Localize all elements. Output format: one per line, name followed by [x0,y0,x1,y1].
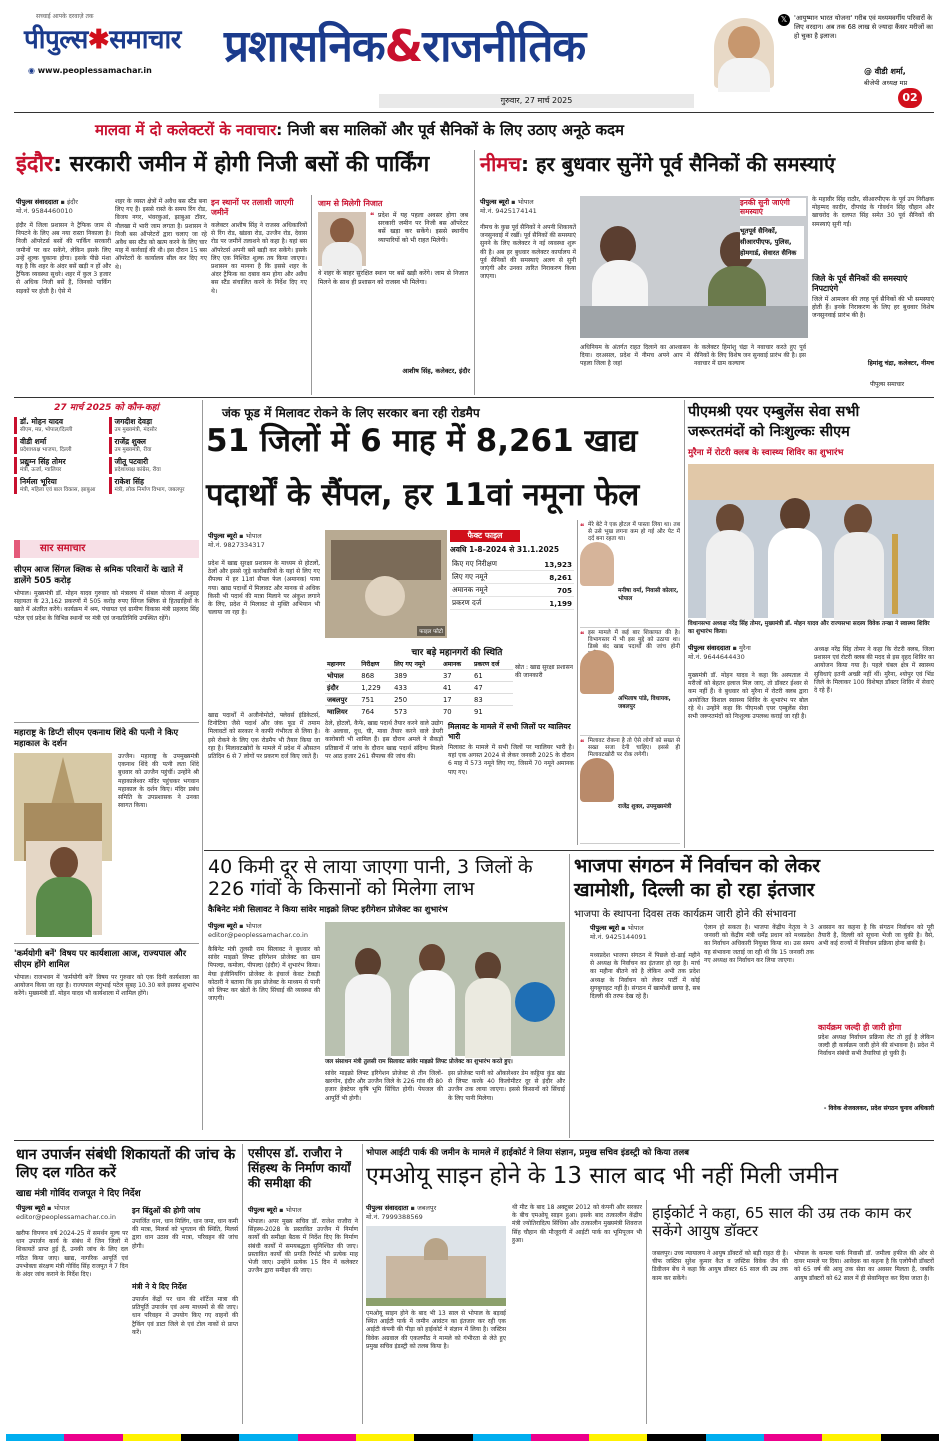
malwa-banner [95,120,935,140]
quote-attribution: अभिलाष पांडे, विधायक, जबलपुर [618,696,671,710]
quote-icon: ❝ [580,630,585,639]
metro-source: स्रोत : खाद्य सुरक्षा प्रशासन की जानकारी [515,664,573,680]
neemuch-credit: पीपुल्स समाचार [870,381,905,388]
schedule-item-role: सीएम, मप्र, भोपाल/दिल्ली [20,427,73,433]
saar-headline-3: 'कर्मयोगी बनें' विषय पर कार्यशाला आज, राज्यपाल और सीएम होंगे शामिल [14,948,186,969]
divider [577,520,578,845]
neemuch-headline [480,150,935,177]
lata-shinde-photo [26,841,102,935]
factfile-row [450,558,574,571]
byline-mobile: मो.नं. 9584460010 [16,207,73,215]
schedule-item-role: मंत्री, लोक निर्माण विभाग, जबलपुर [114,487,185,493]
divider [474,150,475,395]
metro-cell: 83 [472,694,513,706]
food-col-3: ठेले, होटलों, कैफे, खाद्य पदार्थ तैयार करने वाले उद्योग के अलावा, दूध, घी, मावा तैयार करने वाले डेयरी कारोबारी भी शामिल हैं। इस दौरान अमले ने सैकड़ों प्रतिष्ठानों में जांच के दौरान खाद्य पदार्थ संदिग्ध मिलने पर आठ हजार 261 सैंपल्स की जांच की। [325,720,443,760]
reader-quote [580,738,680,844]
byline-place: भोपाल [245,922,262,930]
itpark-headline: एमओयू साइन होने के 13 साल बाद भी नहीं मिली जमीन [366,1163,839,1189]
metro-header-cell: लिए गए नमूने [394,661,426,668]
collector-photo [318,212,366,266]
saar-story-2 [14,753,199,939]
website-row [28,66,152,75]
banner-red: मालवा में दो कलेक्टरों के नवाचार [95,121,277,139]
bjp-headline-2: खामोशी, दिल्ली का हो रहा इंतजार [574,879,815,901]
metro-table-box [325,658,513,717]
paddy-byline: पीपुल्स ब्यूरो ▪ भोपाल editor@peoplessamachar.co.in [16,1204,128,1222]
schedule-row [14,437,199,454]
schedule-item [109,417,200,434]
tweet-box [714,10,934,94]
bjp-col-1: मध्यप्रदेश भाजपा संगठन में पिछले दो-ढाई महीने से अध्यक्ष के निर्वाचन का इंतजार हो रहा है। मार्च का महीना बीतने को है लेकिन अभी तक प्रदेश अध्यक्ष के निर्वाचन को लेकर पार्टी में कोई सुगबुगाहट नहीं है। संगठन में खामोशी छाया है, सब दिल्ली की तरफ देख रहे हैं। [590,952,700,1001]
factfile-row [450,584,574,597]
tweet-avatar [714,18,774,88]
paddy-col-2: उपार्जित धान, धान मिलिंग, धान जमा, धान कमी की मात्रा, मिलर्स को भुगतान की स्थिति, मिलर्स द्वारा धान उठाव की मात्रा, परिवहन की जांच होगी। [132,1218,238,1250]
factfile-box [450,530,574,642]
neemuch-col-2: अधिनियम के अंतर्गत राहत दिलाने का आश्वासन दिया। दरअसल, प्रदेश में नीमच अपने आप में पहला जिला है जहां [580,344,690,368]
quote-person-photo [580,650,614,694]
byline-name: पीपुल्स संवाददाता [688,644,731,652]
factfile-row [450,597,574,610]
metro-header-cell: महानगर [327,661,346,668]
water-col-2: सांवेर माइक्रो लिफ्ट इरिगेशन प्रोजेक्ट से तीन जिलों-खरगोन, इंदौर और उज्जैन जिले के 226 गांव की 80 हजार हेक्टेयर कृषि भूमि सिंचित होगी। पेयजल की आपूर्ति भी होगी। [325,1070,443,1102]
schedule-item-role: उप मुख्यमंत्री, रीवा [114,447,152,453]
air-sub: मुरैना में रोटरी क्लब के स्वास्थ्य शिविर का शुभारंभ [688,448,844,458]
quote-text: इस मामले में कई बार शिकायत की है। विभागस्तर में भी इस मुद्दे को उठाया था। डिब्बे बंद खाद्य पदार्थों की जांच होनी [588,630,680,650]
schedule-item-name: निर्मला भूरिया [20,477,57,486]
indore-quote-attr: आशीष सिंह, कलेक्टर, इंदौर [402,367,470,375]
saar-text-3: भोपाल। राजभवन में 'कर्मयोगी बनें' विषय पर गुरुवार को एक दिनी कार्यशाला का आयोजन किया जा रहा है। राज्यपाल मंगुभाई पटेल सुबह 10.30 बजे इसका शुभारंभ करेंगे। मुख्यमंत्री डॉ. मोहन यादव भी कार्यशाला में शामिल होंगे। [14,974,199,998]
air-photo [688,464,934,618]
bjp-headline-1: भाजपा संगठन में निर्वाचन को लेकर [574,855,820,877]
schedule-item [14,417,105,434]
neemuch-quote: जिले में आमजन की तरह पूर्व सैनिकों की भी समस्याएं होती हैं। इनके निराकरण के लिए हर बुधवार विशेष जनसुनवाई प्रारंभ की है। [812,296,934,320]
byline-name: पीपुल्स ब्यूरो [16,1204,46,1212]
quote-attribution: मनीषा वर्मा, निवासी कोलार, भोपाल [618,588,679,602]
tweet-author: @ वीडी शर्मा, [864,67,906,76]
globe-icon: ◉ [28,66,35,75]
air-photo-caption: विधानसभा अध्यक्ष नरेंद्र सिंह तोमर, मुख्यमंत्री डॉ. मोहन यादव और राज्यसभा सदस्य विवेक तन्खा ने स्वास्थ्य शिविर का शुभारंभ किया। [688,621,930,635]
food-quotes [580,522,680,844]
indore-place: इंदौर [16,152,54,177]
schedule-item-name: राकेश सिंह [114,477,144,486]
byline-name: पीपुल्स ब्यूरो [590,924,620,932]
food-photo-caption: फाइल फोटो [417,626,445,636]
quote-person-photo [580,758,614,802]
byline-place: जबलपुर [416,1204,437,1212]
water-byline: पीपुल्स ब्यूरो ▪ भोपाल editor@peoplessamachar.co.in [208,922,320,940]
bjp-col-2: ऐलान हो सकता है। भाजपा केंद्रीय नेतृत्व ने 3 जनवरी को केंद्रीय मंत्री धर्मेंद्र प्रधान को मध्यप्रदेश का निर्वाचन अधिकारी नियुक्त किया था। उस समय यह संभावना जताई जा रही थी कि 15 जनवरी तक नए अध्यक्ष का निर्वाचन कर लिया जाएगा। [704,924,814,964]
metro-title: चार बड़े महानगरों की स्थिति [411,648,503,658]
schedule-item [109,477,200,494]
schedule-item-role: उप मुख्यमंत्री, मंदसौर [114,427,157,433]
metro-cell: 61 [472,670,513,682]
water-headline: 40 किमी दूर से लाया जाएगा पानी, 3 जिलों के 226 गांवों के किसानों को मिलेगा लाभ [208,856,533,900]
schedule-item-name: डॉ. मोहन यादव [20,417,64,426]
indore-col-1: इंदौर में जिला प्रशासन ने ट्रैफिक जाम से निपटने के लिए अब नया रास्ता निकाला है। निजी ऑपरेटर्स बसों की पार्किंग सरकारी जमीनों पर कर सकेंगे, लेकिन इसके लिए उन्हें शुल्क चुकाना होगा। इसके पीछे मंशा यह है कि शहर के अंदर बसें खड़ी न हों और ट्रैफिक व्यवस्था सुधरे। शहर में कुल 3 हजार से अधिक निजी बसें हैं, जिनको पार्किंग सड़कों पर होती है। ऐसे में [16,222,111,295]
byline-mobile: मो.नं. 9644644430 [688,653,745,661]
factfile-label: किए गए निरीक्षण [450,558,525,571]
indore-byline: पीपुल्स संवाददाता ▪ इंदौर मो.नं. 9584460010 [16,198,111,216]
byline-place: भोपाल [285,1206,302,1214]
neemuch-col-4: के महावीर सिंह राठौर, सीआरपीएफ के पूर्व उप निरीक्षक मोहम्मद कादीर, दीपचंद्र के गोवर्धन सिंह चौहान और खाचरोद के दलपत सिंह समेत 30 पूर्व सैनिकों की समस्याएं सुनी गईं। [812,196,934,228]
reader-quote [580,630,680,736]
saar-text-1: भोपाल। मुख्यमंत्री डॉ. मोहन यादव गुरुवार को मंत्रालय में संबल योजना में अनुग्रह सहायता के 23,162 प्रकरणों में 505 करोड़ रुपए सिंगल क्लिक से हितग्राहियों के खाते में अंतरित करेंगे। कार्यक्रम में श्रम, पंचायत एवं ग्रामीण विकास मंत्री प्रहलाद सिंह पटेल एवं प्रदेश के विभिन्न स्थानों पर मंत्री एवं जनप्रतिनिधि उपस्थित रहेंगे। [14,590,199,622]
factfile-row [450,571,574,584]
metro-cell: जबलपुर [325,694,359,706]
byline-name: पीपुल्स संवाददाता [366,1204,409,1212]
metro-cell: भोपाल [325,670,359,682]
divider [646,1200,647,1424]
brand-name-1: पीपुल्स [24,25,88,55]
itpark-kicker: भोपाल आईटी पार्क की जमीन के मामले में हाईकोर्ट ने लिया संज्ञान, प्रमुख सचिव इंडस्ट्री को किया तलब [366,1148,690,1158]
byline-name: पीपुल्स ब्यूरो [208,922,238,930]
section-title-1: प्रशासनिक [224,21,385,72]
bjp-subhead: कार्यक्रम जल्दी ही जारी होगा [818,1023,902,1032]
food-col-1: प्रदेश में खाद्य सुरक्षा प्रशासन के माध्यम से होटलों, ठेलों और इससे जुड़े कारोबारियों के यहां से लिए गए सैंपल्स में हर 11वां सैंपल फेल (अमानक) पाया गया। खाद्य पदार्थों में मिलावट और मानक से अधिक किसी भी पदार्थ की मात्रा मिलाने पर अंकुश लगाने के लिए, प्रदेश में मिलावट से मुक्ति अभियान भी चलाया जा रहा है। [208,560,320,617]
simhastha-headline: एसीएस डॉ. राजौरा ने सिंहस्थ के निर्माण कार्यों की समीक्षा की [248,1146,351,1190]
divider [14,397,934,398]
indore-col-2: शहर के व्यस्त क्षेत्रों में अवैध बस स्टैंड बना लिए गए हैं। इससे रास्ते के समय रिंग रोड, विजय नगर, भंवरकुआं, झाबुआ टॉवर, नौलखा में भारी जाम लगता है। प्रशासन ने निजी बस ऑपरेटरों द्वारा चलाए जा रहे अवैध बस स्टैंड को खत्म करने के लिए चार माह में कार्रवाई की थी। इस दौरान 15 बस ऑपरेटरों के कार्यालय सील कर दिए गए थे। [115,198,207,271]
schedule-box [14,400,199,535]
reader-quote [580,522,680,628]
factfile-period: अवधि 1-8-2024 से 31.1.2025 [450,545,560,554]
quote-text: मिलावट रोकना है तो ऐसे लोगों को सख्त से सख्त सजा देनी चाहिए। इससे ही मिलावटखोरी पर रोक लगेगी। [588,738,680,758]
metro-cell: 389 [392,670,441,682]
water-col-3: इस प्रोजेक्ट पानी को ओंकारेश्वर डेम कट्ठिया कुंड खंड से लिफ्ट करके 40 किलोमीटर दूर से इंदौर और उज्जैन तक लाया जाएगा। इससे किसानों को सिंचाई के लिए पानी मिलेगा। [448,1070,565,1102]
factfile-table [450,558,574,610]
simhastha-byline: पीपुल्स ब्यूरो ▪ भोपाल [248,1206,302,1214]
website-url[interactable]: www.peoplessamachar.in [37,66,152,75]
quote-attribution: राजेंद्र शुक्ल, उपमुख्यमंत्री [618,804,672,810]
brand-star-icon: ✱ [87,25,110,55]
schedule-list [14,417,199,494]
schedule-item-name: राजेंद्र शुक्ल [114,437,146,446]
divider [14,722,199,723]
saar-text-2: उज्जैन। महाराष्ट्र के उपमुख्यमंत्री एकनाथ शिंदे की पत्नी लता शिंदे बुधवार को उज्जैन पहुंचीं। उन्होंने श्री महाकालेश्वर मंदिर पहुंचकर भगवान महाकाल के दर्शन किए। मंदिर प्रबंध समिति के उपप्रशासक ने उनका स्वागत किया। [118,753,199,810]
divider [202,400,203,1130]
schedule-item [14,457,105,474]
quote-icon: ❝ [580,522,585,531]
ayush-headline: हाईकोर्ट ने कहा, 65 साल की उम्र तक काम कर सकेंगे आयुष डॉक्टर [652,1204,912,1240]
metro-header-row [325,658,513,670]
neemuch-photo [580,196,808,338]
divider [14,1140,934,1141]
schedule-item [109,437,200,454]
schedule-item [14,437,105,454]
paddy-subhead-2: मंत्री ने ये दिए निर्देश [132,1282,187,1291]
quote-icon: ❝ [580,738,585,747]
divider [684,400,685,848]
food-photo [325,530,447,638]
byline-place: भोपाल [245,532,262,540]
byline-place: भोपाल [53,1204,70,1212]
metro-table [325,658,513,717]
itpark-col-2: थी मीट के बाद 18 अक्टूबर 2012 को कंपनी और सरकार के बीच एमओयू साइन हुआ। इसके बाद तत्कालीन केंद्रीय मंत्री ज्योतिरादित्य सिंधिया और तत्कालीन मुख्यमंत्री शिवराज सिंह चौहान की मौजूदगी में आईटी पार्क का भूमिपूजन भी हुआ। [512,1204,642,1244]
factfile-label: अमानक नमूने [450,584,525,597]
neemuch-col-1: नीमच के कुछ पूर्व सैनिकों ने अपनी शिकायतें जनसुनवाई में रखीं। पूर्व सैनिकों की समस्याएं सुनने के लिए कलेक्टर ने नई व्यवस्था शुरू की है। अब हर बुधवार कलेक्टर कार्यालय में पूर्व सैनिकों की समस्याएं अलग से सुनी जाएंगी और उनका त्वरित निराकरण किया जाएगा। [480,224,576,281]
saar-headline-1: सीएम आज सिंगल क्लिक से श्रमिक परिवारों के खाते में डालेंगे 505 करोड़ [14,564,183,585]
saar-title: सार समाचार [40,543,86,554]
schedule-row [14,457,199,474]
schedule-item-name: जगदीश देवड़ा [114,417,153,426]
schedule-item [109,457,200,474]
schedule-row [14,417,199,434]
bjp-quote-attr: - विवेक शेजवलकर, प्रदेश संगठन चुनाव अधिकारी [823,1105,934,1112]
brand-name-2: समाचार [109,25,181,55]
masthead-tagline: सच्चाई आपके दरवाज़े तक [36,13,94,20]
food-byline: पीपुल्स ब्यूरो ▪ भोपाल मो.नं. 9827334317 [208,532,320,550]
metro-row [325,694,513,706]
air-col-2: अध्यक्ष नरेंद्र सिंह तोमर ने कहा कि रोटरी क्लब, जिला प्रशासन एवं रोटरी क्लब की मदद से इस वृहद शिविर का आयोजन किया गया है। पहले चंबल क्षेत्र में स्वास्थ्य सुविधाएं इतनी अच्छी नहीं थीं। मुरैना, श्योपुर एवं भिंड जिले के मिलाकर 100 विशेषज्ञ डॉक्टर शिविर में सेवाएं दे रहे हैं। [814,646,934,695]
bjp-sub: भाजपा के स्थापना दिवस तक कार्यक्रम जारी होने की संभावना [574,909,796,920]
schedule-item-name: जीतू पटवारी [114,457,149,466]
neemuch-col-3: के कलेक्टर हिमांशु चंद्रा ने नवाचार करते हुए पूर्व सैनिकों के लिए विशेष जन सुनवाई प्रारंभ की है। इस नवाचार में ग्राम कल्याण [694,344,806,368]
page-number: 02 [898,88,922,108]
metro-cell: 17 [441,694,472,706]
schedule-item-role: प्रदेशाध्यक्ष भाजपा, दिल्ली [20,447,72,453]
divider [311,195,312,395]
quote-person-photo [580,542,614,586]
schedule-item-role: मंत्री, ऊर्जा, ग्वालियर [20,467,62,473]
section-title [224,14,585,74]
highcourt-photo [366,1226,506,1306]
byline-email: editor@peoplessamachar.co.in [208,931,308,939]
bjp-byline: पीपुल्स ब्यूरो ▪ भोपाल मो.नं. 9425144091 [590,924,700,942]
schedule-item-name: वीडी शर्मा [20,437,47,446]
ayush-col-2: भोपाल के कमला पार्क निवासी डॉ. जमीला हफीज की ओर से दायर मामले पर दिया। आवेदक का कहना है कि एलोपैथी डॉक्टरों को 65 वर्ष की आयु तक सेवा का अवसर मिलता है, जबकि आयुष डॉक्टरों को 62 साल में ही सेवानिवृत्त कर दिया जाता है। [794,1250,934,1282]
metro-cell: 764 [359,706,392,718]
metro-cell: ग्वालियर [325,706,359,718]
byline-mobile: मो.नं. 7999388569 [366,1213,423,1221]
metro-cell: 250 [392,694,441,706]
air-col-1: मुख्यमंत्री डॉ. मोहन यादव ने कहा कि अस्पताल में मरीजों को बेहतर इलाज मिल जाए, तो डॉक्टर ईश्वर से कम नहीं हैं। वे बुधवार को मुरैना में रोटरी क्लब द्वारा आयोजित विशाल स्वास्थ्य शिविर के शुभारंभ पर बोल रहे थे। उन्होंने कहा कि पीएमश्री एयर एम्बुलेंस सेवा सभी जरूरतमंदों को निःशुल्क उपलब्ध कराई जा रही है। [688,672,808,721]
metro-cell: 868 [359,670,392,682]
byline-name: पीपुल्स ब्यूरो [248,1206,278,1214]
metro-cell: 1,229 [359,682,392,694]
metro-row [325,670,513,682]
factfile-value: 705 [525,584,574,597]
byline-name: पीपुल्स ब्यूरो [480,198,510,206]
metro-cell: 70 [441,706,472,718]
byline-place: भोपाल [627,924,644,932]
neemuch-quote-attr: हिमांशु चंद्रा, कलेक्टर, नीमच [867,360,934,367]
metro-cell: 91 [472,706,513,718]
neemuch-place: नीमच [480,152,521,176]
byline-place: भोपाल [517,198,534,206]
byline-mobile: मो.नं. 9425174141 [480,207,537,215]
indore-quote-2: वे शहर के बाहर सुरक्षित स्थान पर बसें खड़ी करेंगे। जाम से निजात मिलने के साथ ही प्रशासन को राजस्व भी मिलेगा। [318,270,468,286]
section-title-amp: & [384,21,423,72]
ayush-col-1: जबलपुर। उच्च न्यायालय ने आयुष डॉक्टरों को बड़ी राहत दी है। चीफ जस्टिस सुरेश कुमार कैत व जस्टिस विवेक जैन की डिवीजन बेंच ने कहा कि आयुष डॉक्टर 65 साल की उम्र तक काम कर सकेंगे। [652,1250,788,1282]
saar-headline-2: महाराष्ट्र के डिप्टी सीएम एकनाथ शिंदे की पत्नी ने किए महाकाल के दर्शन [14,727,179,748]
metro-cell: 433 [392,682,441,694]
quote-text: मेरे बेटे ने एक होटल में पास्ता लिया था। तब से उसे भूख लगना कम हो गई और पेट में दर्द बना रहता था। [588,522,680,542]
divider [362,1144,363,1424]
divider [14,112,934,113]
byline-mobile: मो.नं. 9827334317 [208,541,265,549]
metro-cell: इंदौर [325,682,359,694]
paddy-sub: खाद्य मंत्री गोविंद राजपूत ने दिए निर्देश [16,1189,141,1199]
schedule-title: 27 मार्च 2025 को कौन-कहां [54,403,159,413]
indore-subhead: इन स्थानों पर तलाशी जाएगी जमीनें [211,198,294,217]
metro-cell: 573 [392,706,441,718]
factfile-title: फैक्ट फाइल [450,530,520,542]
x-icon: 𝕏 [778,14,790,26]
indore-col-3: कलेक्टर आशीष सिंह ने राजस्व अधिकारियों से रिंग रोड, खंडवा रोड, उज्जैन रोड, देवास रोड पर जमीनें तलाशने को कहा है। यहां बस ऑपरेटर्स अपनी बसें खड़ी कर सकेंगे। इसके लिए एक निश्चित शुल्क तय किया जाएगा। प्रशासन का मानना है कि इससे शहर के अंदर ट्रैफिक का दबाव कम होगा और अवैध बस स्टैंड संचालित करने के निर्देश दिए गए थे। [211,222,307,295]
neemuch-byline: पीपुल्स ब्यूरो ▪ भोपाल मो.नं. 9425174141 [480,198,576,216]
schedule-row [14,477,199,494]
masthead-brand [24,20,181,56]
factfile-label: प्रकरण दर्ज [450,597,525,610]
neemuch-photo-list: भूतपूर्व सैनिकों, सीआरपीएफ, पुलिस, होमगार्ड, सेवारत सैनिक [740,226,804,259]
paddy-headline: धान उपार्जन संबंधी शिकायतों की जांच के लिए दल गठित करें [16,1147,236,1181]
metro-row [325,706,513,718]
factfile-value: 8,261 [525,571,574,584]
food-col-2: खाद्य पदार्थों में अजीनोमोटो, फ्लेवर्स इंडिकेटर्स, टिनोटिया जैसे पदार्थ और जंक फूड में तमाम मिलावटों को सरकार ने काफी गंभीरता से लिया है। इसे रोकने के लिए एक रोडमैप भी तैयार किया जा रहा है। मिलावटखोरों के मामले में प्रदेश में औसतन प्रतिदिन 6 से 7 लोगों पर प्रकरण दर्ज किए जाते हैं। [208,712,320,761]
quote-icon: ❝ [370,211,375,220]
tweet-text: 'आयुष्मान भारत योजना' गरीब एवं मध्यमवर्गीय परिवारों के लिए वरदान। अब तक 68 लाख से ज्यादा कैंसर मरीजों का हो चुका है इलाज। [794,14,934,40]
byline-place: इंदौर [66,198,78,206]
paddy-col-1: खरीफ विपणन वर्ष 2024-25 में समर्थन मूल्य पर धान उपार्जन कार्य के संबंध में जिन जिलों में शिकायतें प्राप्त हुई हैं, उनकी जांच के लिए दल गठित किया जाए। खाद्य, नागरिक आपूर्ति एवं उपभोक्ता संरक्षण मंत्री गोविंद सिंह राजपूत ने 7 दिन के अंदर जांच कराने के निर्देश दिए। [16,1230,128,1279]
saar-column [14,540,199,1115]
neemuch-subhead: जिले के पूर्व सैनिकों की समस्याएं निपटाएंगे [812,274,908,293]
water-col-1: कैबिनेट मंत्री तुलसी राम सिलावट ने बुधवार को सांवेर माइक्रो लिफ्ट इरिगेशन प्रोजेक्ट का ग्राम पिपल्दा, कमोला, पीपल्दा (इंदौर) में शुभारंभ किया। मेघा इंजीनियरिंग प्रोजेक्ट के इंचार्ज केवट टेकड़ी कोठारी ने बताया कि इस प्रोजेक्ट के माध्यम से पानी को लिफ्ट कर खेतों के लिए सिंचाई की व्यवस्था की जाएगी। [208,946,320,1003]
masthead [14,10,934,110]
schedule-item-role: प्रदेशाध्यक्ष कांग्रेस, रीवा [114,467,161,473]
indore-title: : सरकारी जमीन में होगी निजी बसों की पार्किंग [53,152,430,177]
air-headline-1: पीएमश्री एयर एम्बुलेंस सेवा सभी [688,404,860,420]
itpark-byline: पीपुल्स संवाददाता ▪ जबलपुर मो.नं. 7999388569 [366,1204,506,1222]
metro-row [325,682,513,694]
factfile-label: लिए गए नमूने [450,571,525,584]
metro-cell: 751 [359,694,392,706]
indore-sidebar-title: जाम से मिलेगी निजात [318,199,383,208]
divider [569,854,570,1138]
factfile-value: 13,923 [525,558,574,571]
metro-cell: 41 [441,682,472,694]
bjp-quote: प्रदेश अध्यक्ष निर्वाचन प्रक्रिया लेट तो हुई है लेकिन जल्दी ही कार्यक्रम जारी होने की संभावना है। प्रदेश में निर्वाचन संबंधी सभी तैयारियां हो चुकी हैं। [818,1034,934,1058]
water-photo [325,922,565,1056]
section-title-2: राजनीतिक [422,21,586,72]
food-side-text: मिलावट के मामले में सभी जिलों पर ग्वालियर भारी है। यहां एक अगस्त 2024 से लेकर जनवरी 2025 के दौरान 6 माह में 573 नमूने लिए गए, जिसमें 70 नमूने अमानक पाए गए। [448,744,574,776]
indore-quote: प्रदेश में यह पहला अवसर होगा जब सरकारी जमीन पर निजी बस ऑपरेटर बसें खड़ा कर सकेंगे। इससे स्थानीय व्यापारियों को भी राहत मिलेगी। [378,212,468,244]
schedule-item [14,477,105,494]
color-registration-strip [6,1434,939,1441]
air-byline: पीपुल्स संवाददाता ▪ मुरैना मो.नं. 9644644430 [688,644,808,662]
food-headline-1: 51 जिलों में 6 माह में 8,261 खाद्य [206,423,638,459]
food-side-head: मिलावट के मामले में सभी जिलों पर ग्वालियर भारी [448,722,571,741]
saar-header [14,540,199,558]
metro-header-cell: प्रकरण दर्ज [474,661,500,668]
metro-cell: 47 [472,682,513,694]
divider [204,850,934,851]
schedule-item-role: मंत्री, महिला एवं बाल विकास, झाबुआ [20,487,96,493]
neemuch-title: : हर बुधवार सुनेंगे पूर्व सैनिकों की समस्याएं [520,152,836,176]
itpark-col-1: एमओयू साइन होने के बाद भी 13 साल से भोपाल के बड़वई स्थित आईटी पार्क में जमीन आवंटन का इंतजार कर रही एक आईटी कंपनी की पीड़ा को हाईकोर्ट ने संज्ञान में लिया है। जस्टिस विवेक अग्रवाल की एकलपीठ ने मामले को गंभीरता से लेते हुए प्रमुख सचिव इंडस्ट्री को तलब किया है। [366,1310,506,1350]
indore-headline [16,148,476,178]
water-photo-caption: जल संसाधन मंत्री तुलसी राम सिलावट सांवेर माइक्रो लिफ्ट प्रोजेक्ट का शुभारंभ करते हुए। [325,1059,513,1065]
schedule-item-name: प्रद्युम्न सिंह तोमर [20,457,66,466]
metro-header-cell: अमानक [442,661,462,668]
divider [242,1144,243,1424]
banner-rest: : निजी बस मालिकों और पूर्व सैनिकों के लिए उठाए अनूठे कदम [276,121,624,139]
paddy-subhead-1: इन बिंदुओं की होगी जांच [132,1206,201,1215]
tweet-author-role: बीजेपी अध्यक्ष मप्र [864,79,908,87]
simhastha-col-1: भोपाल। अपर मुख्य सचिव डॉ. राजेश राजौरा ने सिंहस्थ-2028 के प्रस्तावित उज्जैन में निर्माण कार्यों की समीक्षा बैठक में निर्देश दिए कि निर्माण संबंधी कार्यों में समयबद्धता सुनिश्चित की जाए। प्रस्तावित कार्यों की प्रगति रिपोर्ट भी प्रत्येक माह भेजी जाए। उन्होंने प्रत्येक 15 दिन में कलेक्टर उज्जैन द्वारा समीक्षा की जाए। [248,1218,358,1275]
divider [14,943,199,944]
metro-cell: 37 [441,670,472,682]
air-headline-2: जरूरतमंदों को निःशुल्कः सीएम [688,424,850,440]
date-bar [379,94,694,108]
byline-name: पीपुल्स संवाददाता [16,198,59,206]
food-kicker: जंक फूड में मिलावट रोकने के लिए सरकार बना रही रोडमैप [222,406,480,420]
byline-place: मुरैना [738,644,751,652]
byline-email: editor@peoplessamachar.co.in [16,1213,116,1221]
bjp-col-3: अवसान का कहना है कि संगठन निर्वाचन को पूरी तैयारी है, दिल्ली को सूचना भेजी जा चुकी है। वैसे, अभी कई राज्यों में निर्वाचन प्रक्रिया होना बाकी है। [818,924,934,948]
paddy-col-3: उपार्जन केंद्रों पर धान की शॉर्टेज मात्रा की प्रतिपूर्ति उपार्जन एवं अन्य माध्यमों से की जाए। धान परिवहन में उपयोग किए गए वाहनों की ट्रैकिंग एवं डाटा जिले से एवं टोल नाकों से प्राप्त करें। [132,1296,238,1336]
byline-mobile: मो.नं. 9425144091 [590,933,647,941]
metro-header-cell: निरीक्षण [361,661,380,668]
water-sub: कैबिनेट मंत्री सिलावट ने किया सांवेर माइक्रो लिफ्ट इरीगेशन प्रोजेक्ट का शुभारंभ [208,904,448,914]
food-headline-2: पदार्थों के सैंपल, हर 11वां नमूना फेल [206,477,640,513]
issue-date: गुरुवार, 27 मार्च 2025 [500,96,573,105]
byline-name: पीपुल्स ब्यूरो [208,532,238,540]
factfile-value: 1,199 [525,597,574,610]
neemuch-photo-label: इनकी सुनी जाएंगी समस्याएं [740,198,806,216]
